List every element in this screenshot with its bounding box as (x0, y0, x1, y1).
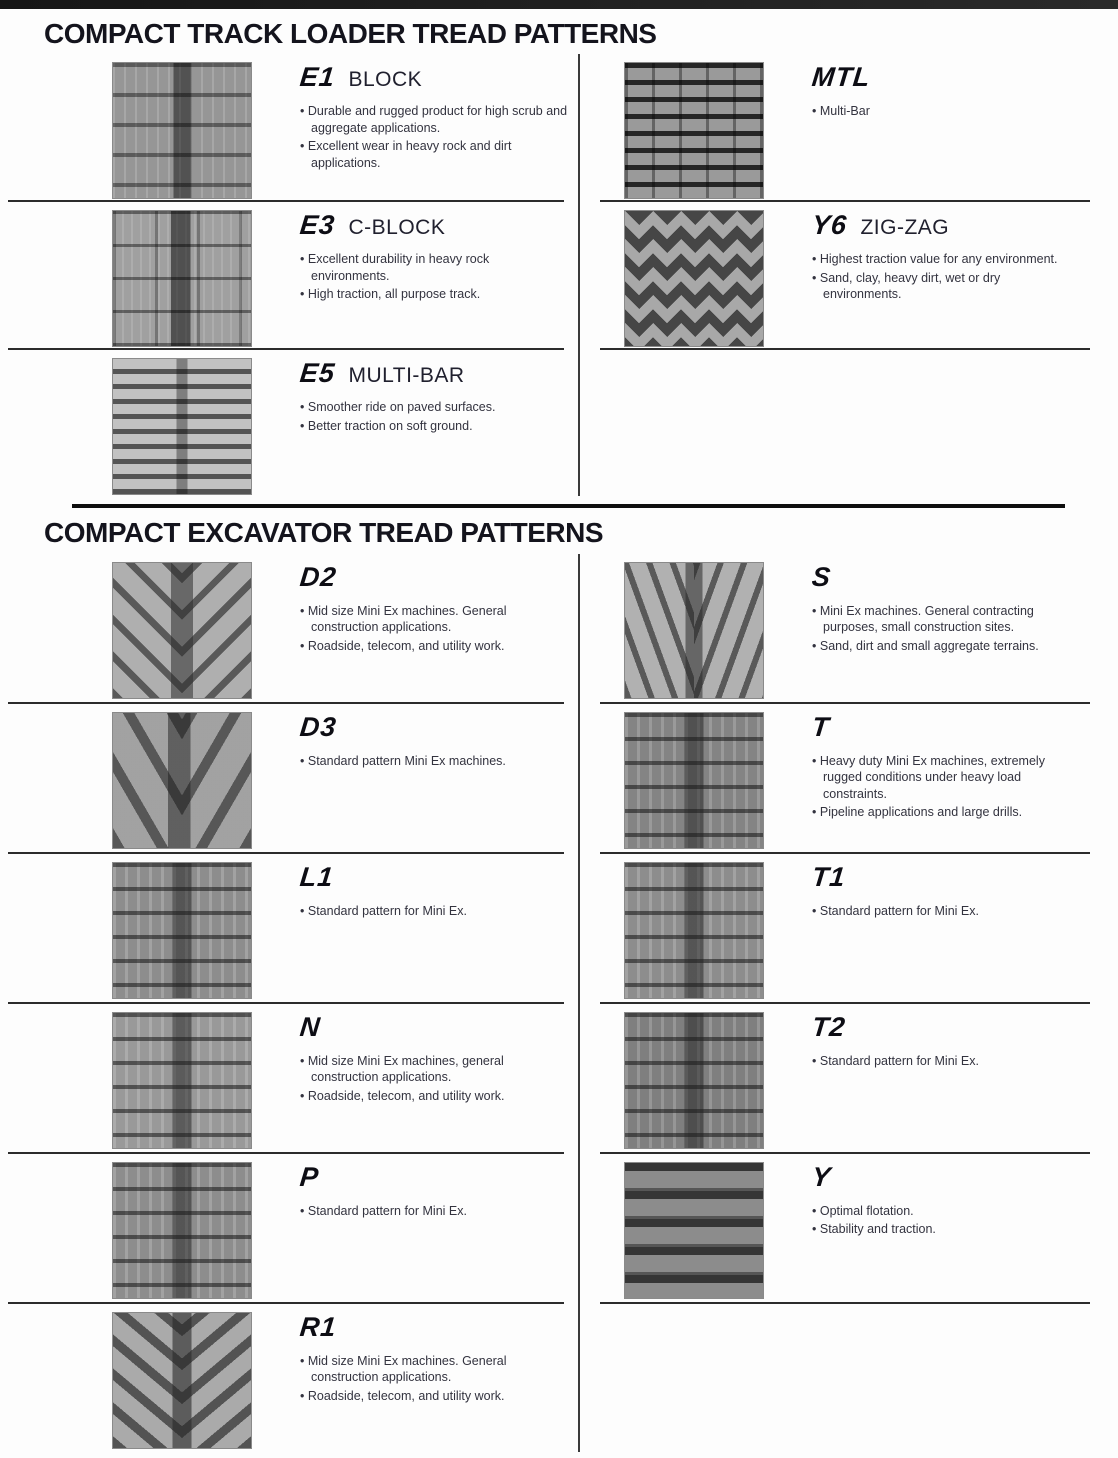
bullet: • Multi-Bar (812, 103, 1080, 120)
section-track-loader (0, 19, 1118, 496)
e3-c-block-tread-photo (112, 210, 252, 347)
pattern-code: MTL (810, 62, 873, 93)
pattern-bullets (300, 753, 568, 770)
l1-tread-photo (112, 862, 252, 999)
pattern-name: MULTI-BAR (348, 364, 465, 388)
pattern-bullets (812, 753, 1080, 821)
bullet: • Smoother ride on paved surfaces. (300, 399, 568, 416)
bullet: • Stability and traction. (812, 1221, 1080, 1238)
bullet: • Durable and rugged product for high scrub and aggregate applications. (300, 103, 568, 136)
pattern-heading (300, 358, 568, 389)
bullet: • Excellent durability in heavy rock environments. (300, 251, 568, 284)
pattern-bullets (300, 251, 568, 303)
pattern-code: R1 (298, 1311, 339, 1342)
pattern-heading (300, 62, 568, 93)
pattern-bullets (300, 1203, 568, 1220)
bullet: • Mid size Mini Ex machines, general construction applications. (300, 1053, 568, 1086)
pattern-bullets (300, 1053, 568, 1105)
bullet: • Pipeline applications and large drills. (812, 804, 1080, 821)
bullet: • Excellent wear in heavy rock and dirt applications. (300, 138, 568, 171)
tread-info (300, 862, 568, 1002)
pattern-code: T1 (810, 861, 848, 892)
bullet: • Roadside, telecom, and utility work. (300, 638, 568, 655)
tread-info (812, 62, 1080, 200)
tread-info (300, 1162, 568, 1302)
tread-row-p (0, 1154, 578, 1302)
pattern-name: C-BLOCK (348, 216, 446, 240)
tread-info (300, 358, 568, 496)
pattern-bullets (300, 399, 568, 434)
tread-row-d3 (0, 704, 578, 852)
pattern-heading (812, 1162, 1080, 1193)
tread-row-s (580, 554, 1118, 702)
pattern-code: E3 (298, 210, 337, 241)
bullet: • Standard pattern for Mini Ex. (812, 903, 1080, 920)
tread-row-l1 (0, 854, 578, 1002)
pattern-heading (812, 1012, 1080, 1043)
bullet: • Roadside, telecom, and utility work. (300, 1088, 568, 1105)
pattern-bullets (812, 903, 1080, 920)
track-loader-right-column (578, 54, 1118, 496)
excavator-columns (0, 554, 1118, 1452)
tread-row-t1 (580, 854, 1118, 1002)
bullet: • Heavy duty Mini Ex machines, extremely rugged conditions under heavy load constraints. (812, 753, 1080, 803)
pattern-bullets (812, 1053, 1080, 1070)
d3-tread-photo (112, 712, 252, 849)
section-title-track-loader: COMPACT TRACK LOADER TREAD PATTERNS (44, 18, 657, 49)
pattern-bullets (812, 103, 1080, 120)
pattern-bullets (300, 903, 568, 920)
tread-info (300, 712, 568, 852)
pattern-bullets (300, 1353, 568, 1405)
pattern-code: Y6 (810, 210, 849, 241)
tread-row-e5 (0, 350, 578, 496)
excavator-right-column (578, 554, 1118, 1452)
pattern-heading (300, 1162, 568, 1193)
bullet: • Mini Ex machines. General contracting purposes, small construction sites. (812, 603, 1080, 636)
tread-row-e3 (0, 202, 578, 348)
pattern-code: N (298, 1011, 323, 1042)
bullet: • Optimal flotation. (812, 1203, 1080, 1220)
bullet: • Sand, clay, heavy dirt, wet or dry environments. (812, 270, 1080, 303)
page-top-rule (0, 0, 1118, 9)
tread-row-e1 (0, 54, 578, 200)
section-title-excavator: COMPACT EXCAVATOR TREAD PATTERNS (44, 517, 604, 549)
bullet: • Mid size Mini Ex machines. General construction applications. (300, 1353, 568, 1386)
pattern-bullets (300, 603, 568, 655)
y-tread-photo (624, 1162, 764, 1299)
tread-row-t (580, 704, 1118, 852)
pattern-code: Y (810, 1161, 833, 1192)
section-excavator (0, 518, 1118, 1451)
pattern-code: T2 (810, 1011, 848, 1042)
row-separator (600, 348, 1090, 350)
pattern-heading (300, 210, 568, 241)
tread-info (812, 1162, 1080, 1302)
bullet: • High traction, all purpose track. (300, 286, 568, 303)
tread-info (300, 562, 568, 702)
tread-info (300, 210, 568, 348)
bullet: • Standard pattern for Mini Ex. (300, 903, 568, 920)
n-tread-photo (112, 1012, 252, 1149)
pattern-heading (812, 210, 1080, 241)
row-separator (600, 1302, 1090, 1304)
pattern-heading (812, 712, 1080, 743)
bullet: • Roadside, telecom, and utility work. (300, 1388, 568, 1405)
bullet: • Mid size Mini Ex machines. General construction applications. (300, 603, 568, 636)
pattern-heading (812, 62, 1080, 93)
s-tread-photo (624, 562, 764, 699)
tread-row-r1 (0, 1304, 578, 1452)
pattern-bullets (812, 603, 1080, 655)
tread-row-y6 (580, 202, 1118, 348)
pattern-bullets (300, 103, 568, 171)
pattern-code: S (810, 561, 833, 592)
r1-tread-photo (112, 1312, 252, 1449)
t-tread-photo (624, 712, 764, 849)
d2-tread-photo (112, 562, 252, 699)
tread-row-n (0, 1004, 578, 1152)
y6-zig-zag-tread-photo (624, 210, 764, 347)
section-divider-rule (72, 504, 1065, 508)
pattern-name: ZIG-ZAG (860, 216, 950, 240)
t1-tread-photo (624, 862, 764, 999)
tread-row-y (580, 1154, 1118, 1302)
pattern-name: BLOCK (348, 68, 423, 92)
pattern-code: D2 (298, 561, 339, 592)
bullet: • Better traction on soft ground. (300, 418, 568, 435)
pattern-code: T (810, 711, 832, 742)
bullet: • Standard pattern for Mini Ex. (300, 1203, 568, 1220)
track-loader-columns (0, 54, 1118, 496)
tread-info (300, 1312, 568, 1452)
tread-info (812, 210, 1080, 348)
bullet: • Standard pattern for Mini Ex. (812, 1053, 1080, 1070)
tread-row-t2 (580, 1004, 1118, 1152)
pattern-heading (300, 1012, 568, 1043)
pattern-code: E1 (298, 62, 337, 93)
pattern-code: D3 (298, 711, 339, 742)
pattern-bullets (812, 1203, 1080, 1238)
tread-info (300, 62, 568, 200)
tread-info (300, 1012, 568, 1152)
tread-row-mtl (580, 54, 1118, 200)
e5-multi-bar-tread-photo (112, 358, 252, 495)
excavator-left-column (0, 554, 578, 1452)
pattern-heading (300, 1312, 568, 1343)
mtl-tread-photo (624, 62, 764, 199)
pattern-heading (300, 712, 568, 743)
pattern-heading (812, 862, 1080, 893)
bullet: • Standard pattern Mini Ex machines. (300, 753, 568, 770)
pattern-bullets (812, 251, 1080, 303)
tread-info (812, 562, 1080, 702)
e1-block-tread-photo (112, 62, 252, 199)
bullet: • Highest traction value for any environment. (812, 251, 1080, 268)
tread-info (812, 712, 1080, 852)
pattern-code: L1 (298, 861, 336, 892)
bullet: • Sand, dirt and small aggregate terrains. (812, 638, 1080, 655)
tread-info (812, 862, 1080, 1002)
pattern-code: E5 (298, 358, 337, 389)
track-loader-left-column (0, 54, 578, 496)
pattern-code: P (298, 1161, 321, 1192)
tread-row-d2 (0, 554, 578, 702)
pattern-heading (300, 562, 568, 593)
p-tread-photo (112, 1162, 252, 1299)
pattern-heading (812, 562, 1080, 593)
tread-info (812, 1012, 1080, 1152)
t2-tread-photo (624, 1012, 764, 1149)
pattern-heading (300, 862, 568, 893)
